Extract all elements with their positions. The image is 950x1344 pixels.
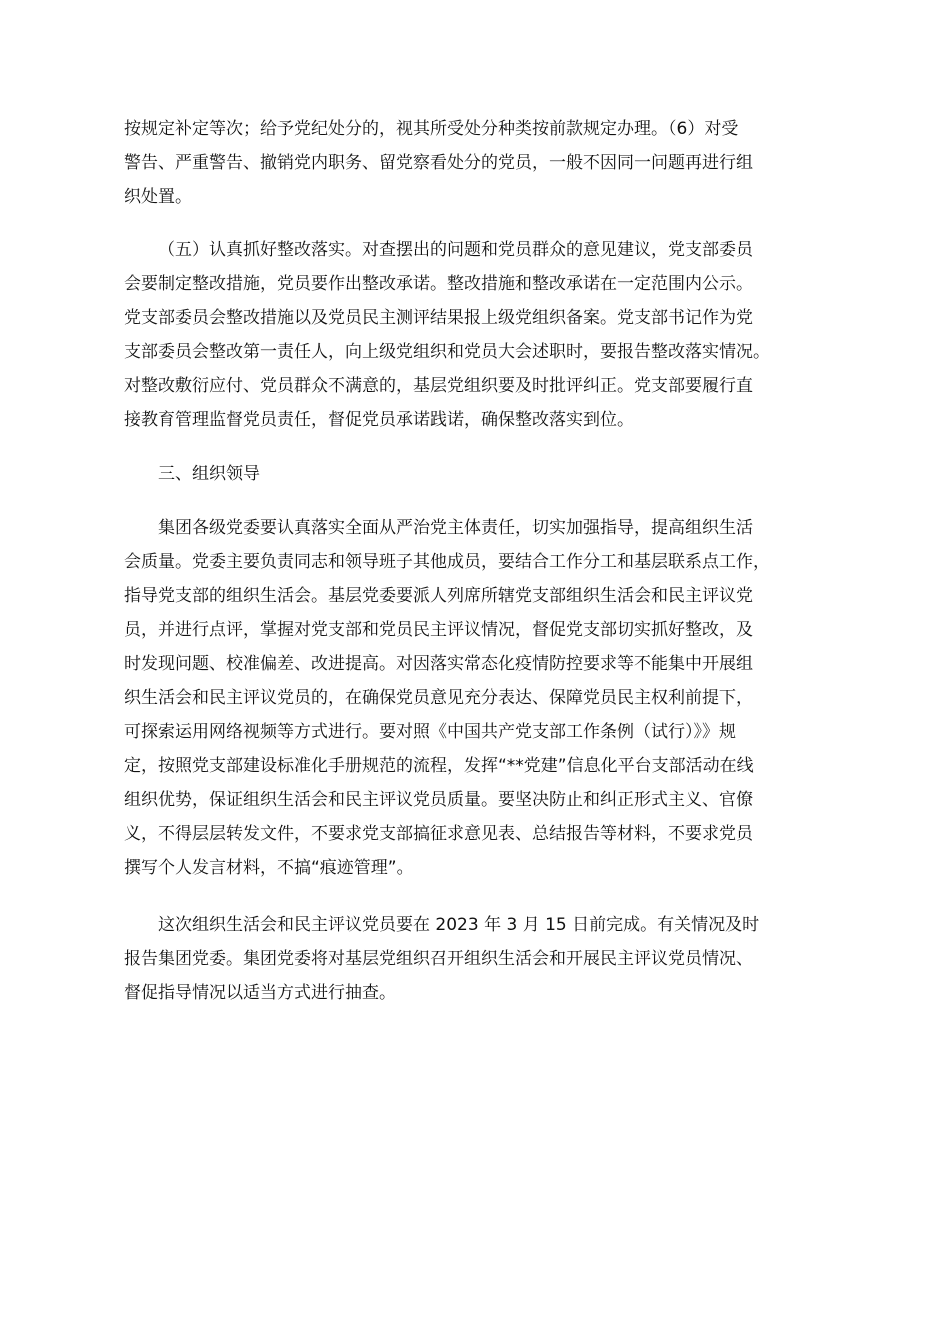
text-line: 员，并进行点评，掌握对党支部和党员民主评议情况，督促党支部切实抓好整改，及	[124, 620, 753, 640]
text-line: 义，不得层层转发文件，不要求党支部搞征求意见表、总结报告等材料，不要求党员	[124, 824, 753, 844]
text-line: 集团各级党委要认真落实全面从严治党主体责任，切实加强指导，提高组织生活	[158, 518, 753, 538]
paragraph-disciplinary-continuation	[124, 112, 840, 214]
paragraph-deadline	[124, 908, 840, 1010]
text-line: 指导党支部的组织生活会。基层党委要派人列席所辖党支部组织生活会和民主评议党	[124, 586, 753, 606]
paragraph-rectification	[124, 233, 840, 437]
paragraph-leadership	[124, 511, 840, 885]
text-line: 报告集团党委。集团党委将对基层党组织召开组织生活会和开展民主评议党员情况、	[124, 949, 753, 969]
text-line: 对整改敷衍应付、党员群众不满意的，基层党组织要及时批评纠正。党支部要履行直	[124, 376, 753, 396]
text-line: 撰写个人发言材料，不搞“痕迹管理”。	[124, 858, 414, 878]
text-line: 接教育管理监督党员责任，督促党员承诺践诺，确保整改落实到位。	[124, 410, 634, 430]
text-line: （五）认真抓好整改落实。对查摆出的问题和党员群众的意见建议，党支部委员	[158, 240, 753, 260]
text-line: 支部委员会整改第一责任人，向上级党组织和党员大会述职时，要报告整改落实情况。	[124, 342, 770, 362]
text-line: 可探索运用网络视频等方式进行。要对照《中国共产党支部工作条例（试行）》》规	[124, 722, 736, 742]
text-line: 党支部委员会整改措施以及党员民主测评结果报上级党组织备案。党支部书记作为党	[124, 308, 753, 328]
text-line: 按规定补定等次；给予党纪处分的，视其所受处分种类按前款规定办理。（6）对受	[124, 119, 739, 139]
text-line: 督促指导情况以适当方式进行抽查。	[124, 983, 396, 1003]
text-line: 定，按照党支部建设标准化手册规范的流程，发挥“**党建”信息化平台支部活动在线	[124, 756, 754, 776]
section-heading-text: 三、组织领导	[158, 464, 260, 484]
text-line: 会质量。党委主要负责同志和领导班子其他成员，要结合工作分工和基层联系点工作，	[124, 552, 770, 572]
text-line: 警告、严重警告、撤销党内职务、留党察看处分的党员，一般不因同一问题再进行组	[124, 153, 753, 173]
text-line: 时发现问题、校准偏差、改进提高。对因落实常态化疫情防控要求等不能集中开展组	[124, 654, 753, 674]
text-line: 会要制定整改措施，党员要作出整改承诺。整改措施和整改承诺在一定范围内公示。	[124, 274, 753, 294]
section-heading	[124, 457, 840, 491]
text-line: 织生活会和民主评议党员的，在确保党员意见充分表达、保障党员民主权利前提下，	[124, 688, 753, 708]
text-line: 组织优势，保证组织生活会和民主评议党员质量。要坚决防止和纠正形式主义、官僚	[124, 790, 753, 810]
text-line: 织处置。	[124, 187, 192, 207]
text-line: 这次组织生活会和民主评议党员要在 2023 年 3 月 15 日前完成。有关情况及时	[158, 915, 760, 935]
